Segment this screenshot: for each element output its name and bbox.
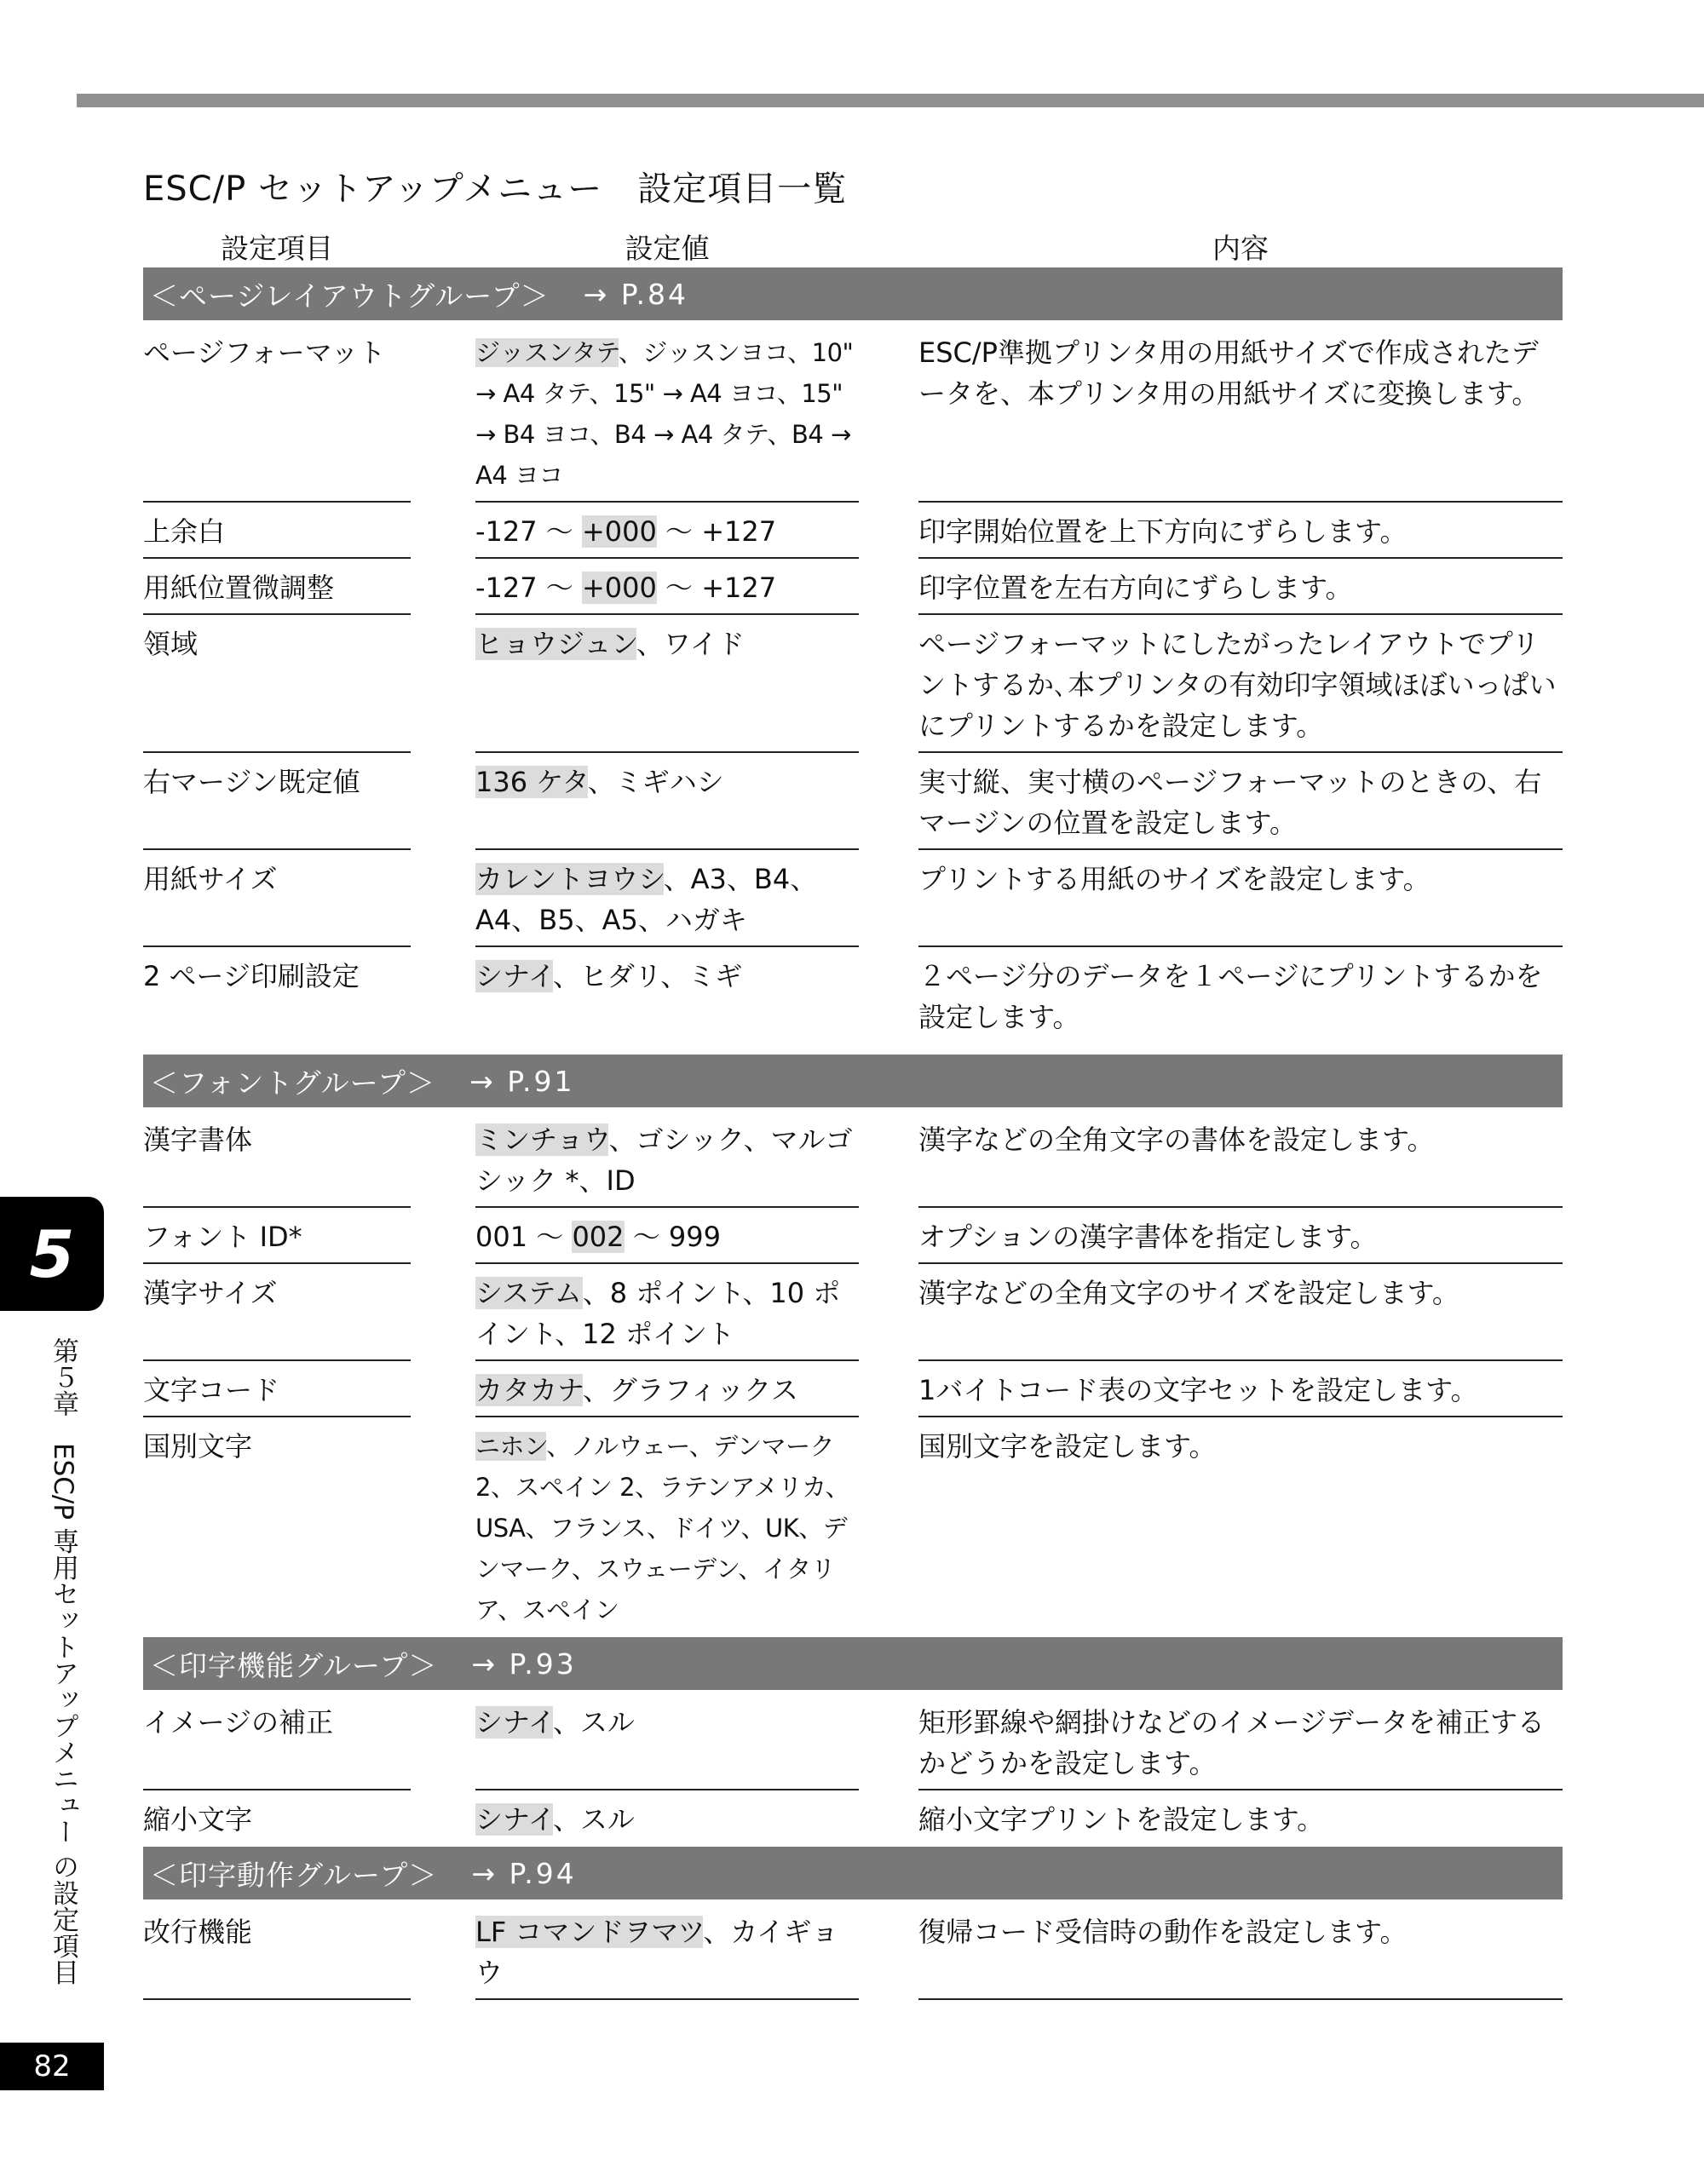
default-value: ヒョウジュン	[475, 628, 636, 660]
setting-values	[475, 615, 859, 753]
setting-item: 文字コード	[143, 1361, 411, 1417]
group-label: ＜印字動作グループ＞	[150, 1858, 438, 1892]
default-value: +000	[581, 515, 657, 548]
default-value: システム	[475, 1277, 583, 1309]
setting-values	[475, 1417, 859, 1635]
setting-description: 縮小文字プリントを設定します。	[918, 1803, 1325, 1836]
table-row	[143, 850, 1563, 947]
other-values: ～ +127	[656, 572, 777, 604]
range-start: -127 ～	[475, 572, 582, 604]
table-row	[143, 615, 1563, 753]
setting-description: 矩形罫線や網掛けなどのイメージデータを補正するかどうかを設定します。	[918, 1693, 1563, 1790]
table-row	[143, 1264, 1563, 1361]
setting-description: ２ページ分のデータを１ページにプリントするかを設定します。	[918, 960, 1543, 1033]
setting-values	[475, 1111, 859, 1208]
other-values: ～ +127	[656, 515, 777, 548]
group-label: ＜フォントグループ＞	[150, 1066, 436, 1100]
setting-values	[475, 947, 859, 1043]
group-page-ref: → P.93	[471, 1647, 577, 1681]
other-values: 、ジッスンヨコ、10" → A4 タテ、15" → A4 ヨコ、15" → B4 ヨコ、B4 → A4 タテ、B4 → A4 ヨコ	[475, 338, 854, 490]
table-row	[143, 1417, 1563, 1635]
setting-item: 漢字サイズ	[143, 1264, 411, 1361]
setting-values	[475, 850, 859, 947]
setting-description: 漢字などの全角文字のサイズを設定します。	[918, 1264, 1563, 1361]
setting-values	[475, 1208, 859, 1264]
group-header-print-operation	[143, 1847, 1563, 1900]
default-value: ニホン	[475, 1432, 547, 1461]
setting-item: 2 ページ印刷設定	[143, 960, 360, 992]
chapter-tab	[0, 1197, 104, 1311]
table-row	[143, 1693, 1563, 1790]
setting-description: 国別文字を設定します。	[918, 1430, 1217, 1463]
setting-item: フォント ID*	[143, 1208, 411, 1264]
setting-values	[475, 559, 859, 615]
setting-description: 復帰コード受信時の動作を設定します。	[918, 1903, 1563, 2000]
group-page-ref: → P.84	[583, 277, 688, 311]
other-values: 、グラフィックス	[582, 1374, 798, 1406]
setting-item: 用紙サイズ	[143, 850, 411, 947]
group-header-page-layout	[143, 267, 1563, 320]
table-row	[143, 753, 1563, 850]
other-values: 、スル	[552, 1706, 635, 1739]
table-row	[143, 1111, 1563, 1208]
other-values: 、ミギハシ	[587, 766, 724, 798]
setting-values	[475, 1693, 859, 1790]
setting-values	[475, 753, 859, 850]
table-row	[143, 559, 1563, 615]
setting-item: ページフォーマット	[143, 324, 411, 503]
other-values: 、ワイド	[636, 628, 745, 660]
group-label: ＜印字機能グループ＞	[150, 1648, 438, 1682]
table-row	[143, 324, 1563, 503]
setting-description: 漢字などの全角文字の書体を設定します。	[918, 1111, 1563, 1208]
setting-description: 1バイトコード表の文字セットを設定します。	[918, 1361, 1563, 1417]
setting-values	[475, 1790, 859, 1845]
default-value: 002	[572, 1221, 625, 1253]
default-value: シナイ	[475, 960, 553, 992]
setting-values	[475, 503, 859, 559]
group-label: ＜ページレイアウトグループ＞	[150, 279, 550, 313]
setting-item: 改行機能	[143, 1903, 411, 2000]
setting-description: プリントする用紙のサイズを設定します。	[918, 850, 1563, 947]
table-row	[143, 503, 1563, 559]
other-values: 、カイギョウ	[475, 1916, 839, 1989]
other-values: 、ノルウェー、デンマーク 2、スペイン 2、ラテンアメリカ、USA、フランス、ドイツ、UK、デンマーク、スウェーデン、イタリア、スペイン	[475, 1432, 849, 1624]
column-header-value: 設定値	[625, 232, 710, 265]
page-title: ESC/P セットアップメニュー 設定項目一覧	[143, 170, 848, 209]
column-header-item: 設定項目	[221, 232, 333, 265]
default-value: LF コマンドヲマツ	[475, 1916, 704, 1948]
setting-description: 実寸縦、実寸横のページフォーマットのときの、右マージンの位置を設定します。	[918, 753, 1563, 850]
column-header-desc: 内容	[1212, 232, 1269, 265]
default-value: 136 ケタ	[475, 766, 588, 798]
setting-description: 印字開始位置を上下方向にずらします。	[918, 503, 1563, 559]
range-start: 001 ～	[475, 1221, 573, 1253]
setting-item: 右マージン既定値	[143, 753, 411, 850]
setting-item: イメージの補正	[143, 1693, 411, 1790]
setting-values	[475, 1903, 859, 2000]
group-page-ref: → P.94	[471, 1856, 577, 1890]
default-value: ジッスンタテ	[475, 338, 619, 367]
range-start: -127 ～	[475, 515, 582, 548]
other-values: 、A3、B4、A4、B5、A5、ハガキ	[475, 863, 818, 936]
default-value: カレントヨウシ	[475, 863, 664, 895]
page-number: 82	[0, 2043, 104, 2090]
table-row	[143, 1208, 1563, 1264]
setting-description: オプションの漢字書体を指定します。	[918, 1208, 1563, 1264]
setting-item: 用紙位置微調整	[143, 559, 411, 615]
default-value: シナイ	[475, 1706, 553, 1739]
header-rule	[77, 94, 1704, 107]
table-row	[143, 1903, 1563, 2000]
default-value: +000	[581, 572, 657, 604]
table-row	[143, 947, 1563, 1043]
other-values: 、8 ポイント、10 ポイント、12 ポイント	[475, 1277, 841, 1350]
other-values: 、ヒダリ、ミギ	[552, 960, 743, 992]
setting-description: ページフォーマットにしたがったレイアウトでプリントするか､本プリンタの有効印字領域ほぼいっぱいにプリントするかを設定します。	[918, 615, 1563, 753]
setting-values	[475, 1264, 859, 1361]
group-header-print-function	[143, 1637, 1563, 1690]
default-value: シナイ	[475, 1803, 553, 1836]
other-values: 、ゴシック、マルゴシック *、ID	[475, 1124, 853, 1197]
settings-table	[143, 267, 1563, 2000]
other-values: ～ 999	[624, 1221, 721, 1253]
setting-description: 印字位置を左右方向にずらします。	[918, 559, 1563, 615]
setting-item: 領域	[143, 615, 411, 753]
group-header-font	[143, 1055, 1563, 1107]
table-row	[143, 1361, 1563, 1417]
other-values: 、スル	[552, 1803, 635, 1836]
chapter-number: 5	[29, 1216, 75, 1292]
setting-item: 上余白	[143, 503, 411, 559]
setting-item: 縮小文字	[143, 1803, 253, 1836]
setting-description: ESC/P準拠プリンタ用の用紙サイズで作成されたデータを、本プリンタ用の用紙サイズに変換します。	[918, 324, 1563, 503]
setting-values	[475, 1361, 859, 1417]
setting-item: 国別文字	[143, 1430, 253, 1463]
group-page-ref: → P.91	[469, 1064, 575, 1098]
chapter-side-title: 第５章 ESC/P 専用セットアップメニュー の設定項目	[48, 1337, 78, 1986]
setting-values	[475, 324, 859, 503]
table-row	[143, 1790, 1563, 1845]
setting-item: 漢字書体	[143, 1111, 411, 1208]
default-value: ミンチョウ	[475, 1124, 609, 1156]
default-value: カタカナ	[475, 1374, 583, 1406]
